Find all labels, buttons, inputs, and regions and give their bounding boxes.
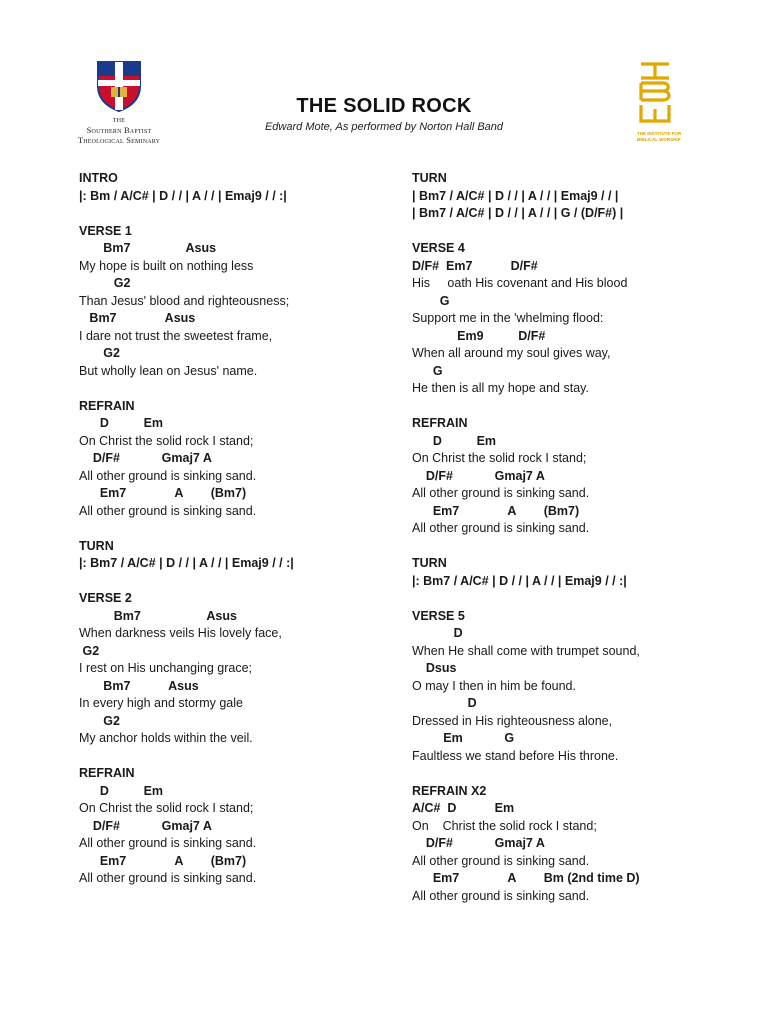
lyric-line: I rest on His unchanging grace; — [79, 661, 253, 675]
chord-line: D/F# Gmaj7 A — [412, 468, 545, 483]
sbts-logo — [62, 60, 176, 145]
lyric-line: Faultless we stand before His throne. — [412, 748, 619, 763]
ibw-logo-mark — [637, 62, 673, 124]
right-column — [412, 170, 742, 923]
section-heading: TURN — [412, 556, 447, 570]
section-heading: INTRO — [79, 171, 118, 185]
lyric-line: Than Jesus' blood and righteousness; — [79, 293, 290, 308]
lyric-line: All other ground is sinking sand. — [79, 871, 257, 885]
chord-line: D — [412, 626, 463, 640]
chord-line: Em9 D/F# — [412, 328, 546, 343]
section-heading: VERSE 2 — [79, 591, 132, 605]
section-refrain — [79, 765, 409, 888]
chord-line: D/F# Gmaj7 A — [79, 451, 212, 465]
chord-line: Em7 A (Bm7) — [412, 503, 580, 518]
chord-line: G2 — [79, 713, 120, 728]
chord-line: D/F# Em7 D/F# — [412, 258, 538, 273]
chord-line: Bm7 Asus — [79, 608, 237, 623]
lyric-line: All other ground is sinking sand. — [412, 521, 590, 535]
song-header — [200, 94, 568, 134]
chord-line: D/F# Gmaj7 A — [412, 836, 545, 850]
chord-line: G2 — [79, 276, 131, 290]
lyric-line: He then is all my hope and stay. — [412, 381, 589, 395]
section-turn — [412, 170, 742, 223]
chord-line: G2 — [79, 643, 100, 658]
chord-line: Em7 A Bm (2nd time D) — [412, 871, 640, 885]
lyric-line: But wholly lean on Jesus' name. — [79, 363, 258, 378]
lyric-line: Dressed in His righteousness alone, — [412, 713, 613, 728]
lyric-line: All other ground is sinking sand. — [412, 888, 590, 903]
chord-line: A/C# D Em — [412, 801, 515, 815]
ibw-logo — [637, 62, 685, 142]
sbts-the: THE — [112, 118, 126, 124]
section-refrain-x2 — [412, 783, 742, 906]
chord-line: D Em — [412, 433, 497, 448]
lyric-line: His oath His covenant and His blood — [412, 276, 628, 290]
chord-line: G — [412, 293, 450, 308]
chord-line: Dsus — [412, 661, 457, 675]
chord-line: D Em — [79, 783, 164, 798]
section-refrain — [412, 415, 742, 538]
chord-progression: | Bm7 / A/C# | D / / | A / / | G / (D/F#) | — [412, 206, 624, 220]
chord-progression: |: Bm7 / A/C# | D / / | A / / | Emaj9 / / :| — [79, 556, 294, 570]
lyric-line: In every high and stormy gale — [79, 696, 243, 710]
section-heading: VERSE 1 — [79, 223, 132, 238]
section-turn — [412, 555, 742, 590]
chord-line: G — [412, 363, 443, 378]
chord-line: Em G — [412, 731, 515, 745]
section-heading: REFRAIN — [412, 416, 468, 430]
chord-line: Em7 A (Bm7) — [79, 853, 247, 868]
chord-line: D Em — [79, 416, 164, 430]
section-heading: REFRAIN — [79, 398, 135, 413]
shield-icon — [96, 60, 142, 112]
chord-line: Bm7 Asus — [79, 678, 199, 693]
section-verse-1 — [79, 223, 409, 381]
lyric-line: My hope is built on nothing less — [79, 258, 254, 273]
lyric-line: On Christ the solid rock I stand; — [79, 801, 254, 815]
lyric-line: All other ground is sinking sand. — [412, 486, 590, 500]
lyric-line: On Christ the solid rock I stand; — [412, 451, 587, 465]
song-credit: Edward Mote, As performed by Norton Hall Band — [264, 121, 504, 133]
section-verse-5 — [412, 608, 742, 766]
chord-line: D — [412, 696, 477, 710]
lyric-line: All other ground is sinking sand. — [79, 468, 257, 483]
lyric-line: When darkness veils His lovely face, — [79, 626, 282, 640]
chord-line: G2 — [79, 346, 120, 360]
section-heading: REFRAIN — [79, 766, 135, 780]
section-heading: VERSE 4 — [412, 241, 465, 255]
lyric-line: My anchor holds within the veil. — [79, 731, 253, 745]
lyric-line: O may I then in him be found. — [412, 678, 576, 693]
section-heading: VERSE 5 — [412, 608, 465, 623]
section-heading: TURN — [412, 171, 447, 185]
lyric-line: All other ground is sinking sand. — [412, 853, 590, 868]
chord-line: Em7 A (Bm7) — [79, 486, 247, 500]
lyric-line: I dare not trust the sweetest frame, — [79, 328, 273, 343]
lyric-line: On Christ the solid rock I stand; — [79, 433, 254, 448]
lyric-line: When all around my soul gives way, — [412, 346, 611, 360]
lyric-line: Support me in the 'whelming flood: — [412, 311, 604, 325]
section-refrain — [79, 398, 409, 521]
lyric-line: When He shall come with trumpet sound, — [412, 643, 640, 658]
sbts-name2: Theological Seminary — [77, 135, 161, 145]
song-title: THE SOLID ROCK — [296, 95, 472, 117]
chord-line: D/F# Gmaj7 A — [79, 818, 212, 833]
ibw-caption: THE INSTITUTE FOR BIBLICAL WORSHIP — [637, 131, 682, 142]
chord-progression: | Bm7 / A/C# | D / / | A / / | Emaj9 / / | — [412, 188, 619, 203]
left-column — [79, 170, 409, 905]
section-intro — [79, 170, 409, 205]
lyric-line: All other ground is sinking sand. — [79, 836, 257, 850]
section-heading: REFRAIN X2 — [412, 783, 487, 798]
chord-progression: |: Bm7 / A/C# | D / / | A / / | Emaj9 / / :| — [412, 573, 627, 588]
lyric-line: All other ground is sinking sand. — [79, 503, 257, 518]
section-verse-2 — [79, 590, 409, 748]
sbts-name: Southern Baptist — [86, 125, 152, 135]
chord-line: Bm7 Asus — [79, 241, 217, 255]
chord-progression: |: Bm / A/C# | D / / | A / / | Emaj9 / / :| — [79, 188, 287, 203]
lyric-line: On Christ the solid rock I stand; — [412, 818, 597, 833]
section-heading: TURN — [79, 538, 114, 553]
section-turn — [79, 538, 409, 573]
section-verse-4 — [412, 240, 742, 398]
chord-line: Bm7 Asus — [79, 311, 196, 325]
